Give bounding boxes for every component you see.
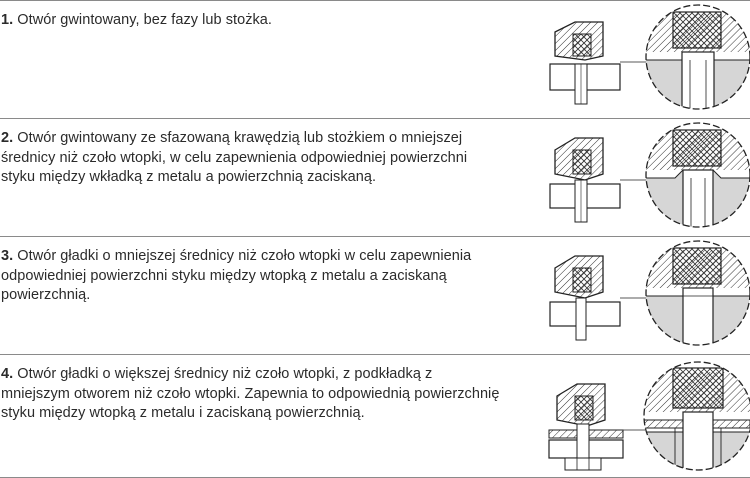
smooth-hole-with-washer-illustration	[545, 360, 750, 476]
list-item	[0, 0, 750, 118]
item-text	[1, 11, 501, 31]
item-description: Otwór gwintowany ze sfazowaną krawędzią lub stożkiem o mniejszej średnicy niż czoło wtopki, w celu zapewnienia odpowiedniej powierzchni styku między wkładką z metalu a powierzchnią zaciskaną.	[1, 130, 468, 185]
item-number: 2.	[1, 130, 14, 146]
item-number: 4.	[1, 366, 14, 382]
smooth-hole-smaller-diameter-illustration	[545, 240, 750, 350]
item-description: Otwór gwintowany, bez fazy lub stożka.	[17, 12, 272, 28]
item-number: 3.	[1, 248, 14, 264]
list-item	[0, 354, 750, 478]
item-description: Otwór gładki o większej średnicy niż czoło wtopki, z podkładką z mniejszym otworem niż czoło wtopki. Zapewnia to odpowiednią powierzchnię styku między wtopką z metalu i zaciskaną powierzchnią.	[1, 366, 500, 421]
item-text	[1, 365, 501, 424]
item-text	[1, 247, 501, 306]
item-number: 1.	[1, 12, 14, 28]
item-text	[1, 129, 501, 188]
item-description: Otwór gładki o mniejszej średnicy niż czoło wtopki w celu zapewnienia odpowiedniej powierzchni styku między wtopką z metalu a zaciskaną powierzchnią.	[1, 248, 472, 303]
list-item	[0, 118, 750, 236]
list-item	[0, 236, 750, 354]
threaded-hole-chamfered-illustration	[545, 122, 750, 232]
threaded-hole-no-chamfer-illustration	[545, 4, 750, 114]
